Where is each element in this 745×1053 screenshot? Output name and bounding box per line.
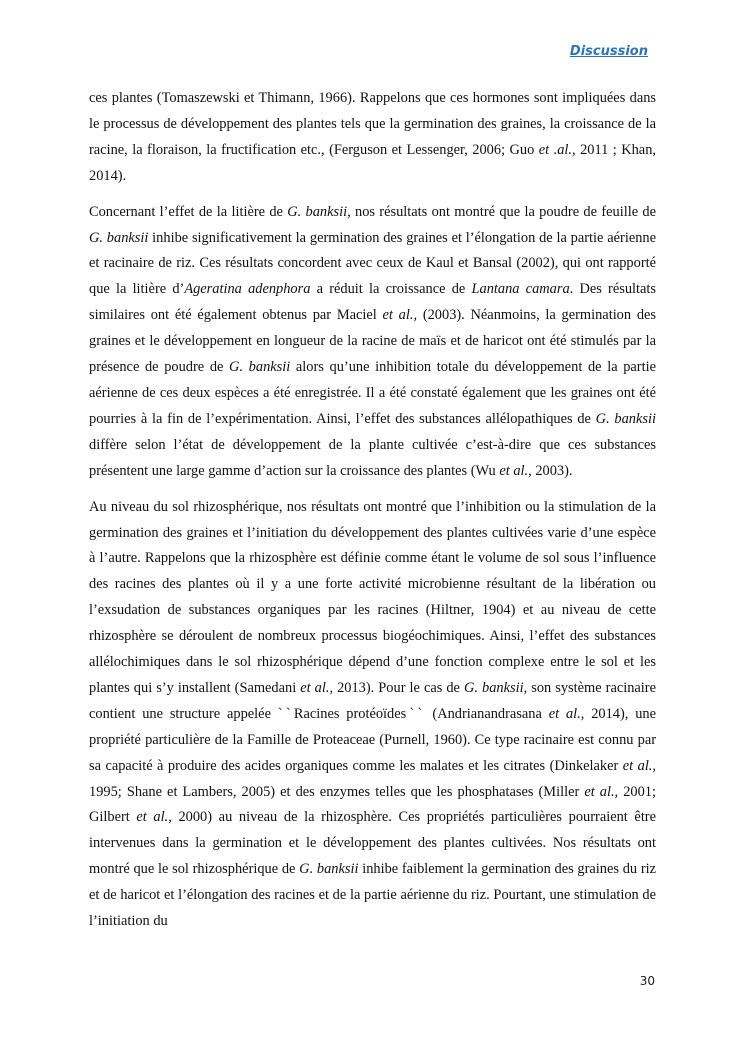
paragraph-3 xyxy=(89,495,656,935)
italic-run: G. banksii xyxy=(299,861,359,878)
section-header: Discussion xyxy=(569,44,648,59)
italic-run: Ageratina adenphora xyxy=(184,281,311,298)
text-run: 2001; Gilbert xyxy=(89,783,656,826)
text-run: 2013). Pour le cas de xyxy=(333,679,464,696)
text-run: Concernant l’effet de la litière de xyxy=(89,203,288,220)
italic-run: G. banksii xyxy=(595,410,656,427)
text-run: 2011 ; Khan, 2014). xyxy=(89,141,656,184)
page-number: 30 xyxy=(639,974,655,988)
text-run: alors qu’une inhibition totale du développement de la partie aérienne de ces deux espèces a été enregistrée. Il a été constaté également que les graines ont été pourries à la fin de l’expérimentation. Ainsi, l’effet des substances allélopathiques de xyxy=(89,359,656,427)
italic-run: G. banksii xyxy=(229,359,291,376)
italic-run: et al., xyxy=(300,679,334,696)
text-run: 2003). xyxy=(531,462,573,479)
text-run: inhibe significativement la germination des graines et l’élongation de la partie aérienne et racinaire de riz. Ces résultats concordent avec ceux de Kaul et Bansal (2002), qui ont rapporté que la litière d’ xyxy=(89,229,656,298)
body-text xyxy=(89,86,656,945)
text-run: 2014), une propriété particulière de la Famille de Proteaceae (Purnell, 1960). Ce type racinaire est connu par sa capacité à produire des acides organiques comme les malates et les citrates (Dinkelaker xyxy=(89,705,656,774)
italic-run: et al., xyxy=(584,783,619,800)
text-run: , son système racinaire contient une structure appelée ˋˋRacines protéoïdesˋˋ (Andrianandrasana xyxy=(89,679,656,722)
text-run: , nos résultats ont montré que la poudre de feuille de xyxy=(347,203,656,220)
italic-run: G. banksii xyxy=(463,679,524,696)
text-run: (2003). Néanmoins, la germination des graines et le développement en longueur de la racine de maïs et de haricot ont été stimulés par la présence de poudre de xyxy=(89,307,657,376)
text-run: . Des résultats similaires ont été également obtenus par Maciel xyxy=(89,281,656,324)
italic-run: et al., xyxy=(622,757,657,774)
text-run: a réduit la croissance de xyxy=(310,281,472,298)
italic-run: Lantana camara xyxy=(471,281,570,298)
text-run: 2000) au niveau de la rhizosphère. Ces propriétés particulières pourraient être intervenues dans la germination et le développement des plantes cultivées. Nos résultats ont montré que le sol rhizosphérique de xyxy=(89,809,656,878)
italic-run: G. banksii xyxy=(89,229,149,246)
text-run: Au niveau du sol rhizosphérique, nos résultats ont montré que l’inhibition ou la stimulation de la germination des graines et l’initiation du développement des plantes cultivées varie d’une espèce à l’autre. Rappelons que la rhizosphère est définie comme étant le volume de sol sous l’influence des racines des plantes où il y a une forte activité microbienne résultant de la libération ou l’exsudation de substances organiques par les racines (Hiltner, 1904) et au niveau de cette rhizosphère se déroulent de nombreux processus biogéochimiques. Ainsi, l’effet des substances allélochimiques dans le sol rhizosphérique dépend d’une fonction complexe entre le sol et les plantes qui s’y installent (Samedani xyxy=(89,498,656,696)
italic-run: et al., xyxy=(136,809,172,826)
paragraph-1 xyxy=(89,86,656,190)
italic-run: et al., xyxy=(499,462,532,479)
text-run: inhibe faiblement la germination des graines du riz et de haricot et l’élongation des racines et de la partie aérienne du riz. Pourtant, une stimulation de l’initiation du xyxy=(89,861,656,930)
text-run: ces plantes (Tomaszewski et Thimann, 1966). Rappelons que ces hormones sont impliquées dans le processus de développement des plantes tels que la germination des graines, la croissance de la racine, la floraison, la fructification etc., (Ferguson et Lessenger, 2006; Guo xyxy=(89,90,656,158)
text-run: 1995; Shane et Lambers, 2005) et des enzymes telles que les phosphatases (Miller xyxy=(89,783,585,800)
italic-run: G. banksii xyxy=(287,203,348,220)
paragraph-2 xyxy=(89,200,656,485)
italic-run: et al., xyxy=(382,307,418,324)
text-run: diffère selon l’état de développement de la plante cultivée c’est-à-dire que ces substances présentent une large gamme d’action sur la croissance des plantes (Wu xyxy=(89,436,656,479)
italic-run: et al., xyxy=(548,705,585,722)
italic-run: et .al., xyxy=(538,141,576,158)
